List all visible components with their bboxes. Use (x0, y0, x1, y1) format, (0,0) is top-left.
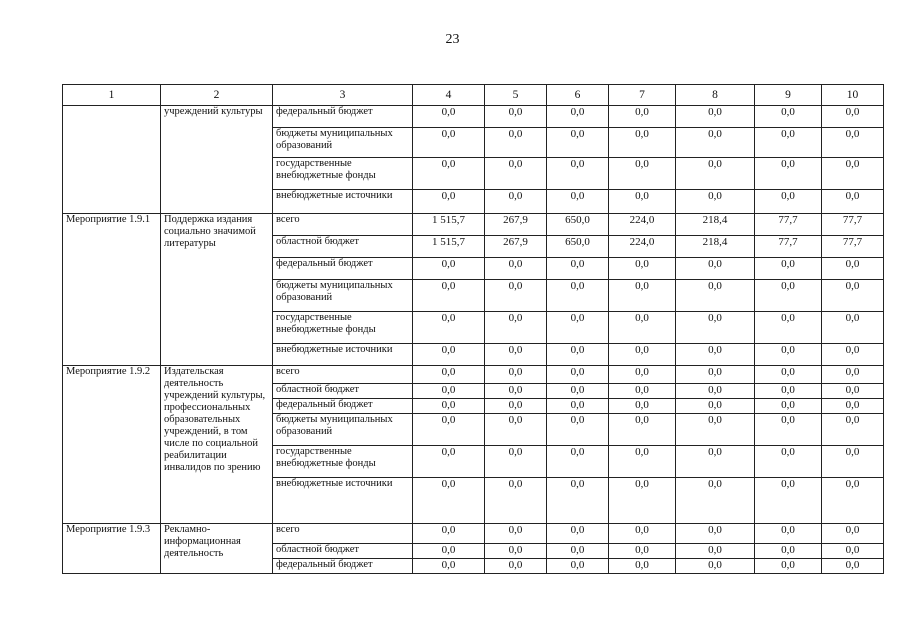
value-cell: 0,0 (609, 544, 676, 559)
value-cell: 1 515,7 (413, 214, 485, 236)
value-cell: 0,0 (676, 544, 755, 559)
value-cell: 0,0 (547, 544, 609, 559)
value-cell: 0,0 (485, 446, 547, 478)
value-cell: 0,0 (485, 544, 547, 559)
value-cell: 267,9 (485, 236, 547, 258)
value-cell: 0,0 (822, 399, 884, 414)
value-cell: 0,0 (676, 258, 755, 280)
value-cell: 0,0 (676, 344, 755, 366)
value-cell: 0,0 (609, 524, 676, 544)
column-header: 6 (547, 85, 609, 106)
funding-source-cell: бюджеты муниципальных образований (273, 128, 413, 158)
value-cell: 0,0 (822, 280, 884, 312)
value-cell: 0,0 (413, 344, 485, 366)
value-cell: 0,0 (609, 128, 676, 158)
value-cell: 0,0 (755, 414, 822, 446)
value-cell: 0,0 (413, 446, 485, 478)
value-cell: 0,0 (822, 544, 884, 559)
measure-name-cell: учреждений культуры (161, 106, 273, 214)
value-cell: 0,0 (755, 366, 822, 384)
value-cell: 0,0 (822, 384, 884, 399)
column-header: 3 (273, 85, 413, 106)
value-cell: 0,0 (485, 524, 547, 544)
value-cell: 0,0 (485, 366, 547, 384)
value-cell: 0,0 (755, 524, 822, 544)
value-cell: 0,0 (609, 399, 676, 414)
funding-source-cell: внебюджетные источники (273, 478, 413, 524)
value-cell: 0,0 (485, 478, 547, 524)
table-row (63, 366, 884, 384)
value-cell: 0,0 (413, 559, 485, 574)
value-cell: 0,0 (485, 384, 547, 399)
value-cell: 0,0 (547, 384, 609, 399)
funding-source-cell: бюджеты муниципальных образований (273, 280, 413, 312)
funding-source-cell: всего (273, 366, 413, 384)
value-cell: 0,0 (485, 414, 547, 446)
value-cell: 0,0 (547, 106, 609, 128)
value-cell: 0,0 (609, 258, 676, 280)
value-cell: 0,0 (547, 280, 609, 312)
value-cell: 0,0 (547, 399, 609, 414)
value-cell: 77,7 (755, 236, 822, 258)
value-cell: 0,0 (547, 414, 609, 446)
funding-source-cell: государственные внебюджетные фонды (273, 446, 413, 478)
value-cell: 0,0 (485, 312, 547, 344)
value-cell: 0,0 (609, 366, 676, 384)
value-cell: 0,0 (755, 544, 822, 559)
funding-source-cell: областной бюджет (273, 236, 413, 258)
value-cell: 0,0 (822, 106, 884, 128)
value-cell: 0,0 (485, 128, 547, 158)
value-cell: 0,0 (676, 280, 755, 312)
funding-source-cell: областной бюджет (273, 544, 413, 559)
value-cell: 0,0 (755, 258, 822, 280)
value-cell: 0,0 (609, 158, 676, 190)
value-cell: 0,0 (609, 414, 676, 446)
value-cell: 0,0 (547, 128, 609, 158)
value-cell: 0,0 (547, 366, 609, 384)
value-cell: 0,0 (755, 344, 822, 366)
value-cell: 224,0 (609, 214, 676, 236)
value-cell: 0,0 (413, 524, 485, 544)
value-cell: 0,0 (547, 446, 609, 478)
measure-id-cell: Мероприятие 1.9.1 (63, 214, 161, 366)
value-cell: 0,0 (547, 158, 609, 190)
value-cell: 0,0 (609, 344, 676, 366)
value-cell: 0,0 (485, 190, 547, 214)
value-cell: 0,0 (413, 414, 485, 446)
value-cell: 0,0 (755, 190, 822, 214)
funding-source-cell: областной бюджет (273, 384, 413, 399)
value-cell: 0,0 (413, 190, 485, 214)
value-cell: 0,0 (609, 446, 676, 478)
column-header: 9 (755, 85, 822, 106)
value-cell: 0,0 (822, 478, 884, 524)
value-cell: 0,0 (822, 312, 884, 344)
value-cell: 0,0 (822, 190, 884, 214)
funding-source-cell: государственные внебюджетные фонды (273, 312, 413, 344)
column-header: 10 (822, 85, 884, 106)
value-cell: 0,0 (822, 414, 884, 446)
funding-source-cell: внебюджетные источники (273, 190, 413, 214)
value-cell: 1 515,7 (413, 236, 485, 258)
value-cell: 0,0 (413, 106, 485, 128)
table-row (63, 214, 884, 236)
value-cell: 0,0 (547, 478, 609, 524)
value-cell: 0,0 (755, 280, 822, 312)
value-cell: 0,0 (547, 312, 609, 344)
funding-source-cell: всего (273, 524, 413, 544)
value-cell: 0,0 (609, 280, 676, 312)
measure-name-cell: Рекламно-информационная деятельность (161, 524, 273, 574)
value-cell: 267,9 (485, 214, 547, 236)
value-cell: 77,7 (755, 214, 822, 236)
value-cell: 0,0 (413, 399, 485, 414)
value-cell: 0,0 (676, 312, 755, 344)
value-cell: 0,0 (413, 158, 485, 190)
value-cell: 0,0 (822, 366, 884, 384)
value-cell: 0,0 (485, 106, 547, 128)
header-row (63, 85, 884, 106)
value-cell: 218,4 (676, 214, 755, 236)
value-cell: 0,0 (676, 399, 755, 414)
value-cell: 0,0 (755, 399, 822, 414)
value-cell: 0,0 (676, 446, 755, 478)
value-cell: 0,0 (485, 280, 547, 312)
value-cell: 0,0 (755, 106, 822, 128)
funding-source-cell: государственные внебюджетные фонды (273, 158, 413, 190)
value-cell: 0,0 (609, 106, 676, 128)
table-row (63, 524, 884, 544)
value-cell: 0,0 (676, 478, 755, 524)
column-header: 7 (609, 85, 676, 106)
value-cell: 0,0 (547, 559, 609, 574)
value-cell: 0,0 (676, 106, 755, 128)
value-cell: 0,0 (822, 524, 884, 544)
column-header: 5 (485, 85, 547, 106)
value-cell: 0,0 (822, 128, 884, 158)
value-cell: 0,0 (822, 158, 884, 190)
budget-table (62, 84, 884, 574)
value-cell: 0,0 (413, 544, 485, 559)
measure-name-cell: Поддержка издания социально значимой литературы (161, 214, 273, 366)
value-cell: 0,0 (413, 280, 485, 312)
funding-source-cell: федеральный бюджет (273, 399, 413, 414)
value-cell: 0,0 (676, 158, 755, 190)
column-header: 2 (161, 85, 273, 106)
value-cell: 0,0 (822, 258, 884, 280)
value-cell: 0,0 (676, 524, 755, 544)
measure-id-cell: Мероприятие 1.9.2 (63, 366, 161, 524)
value-cell: 224,0 (609, 236, 676, 258)
column-header: 4 (413, 85, 485, 106)
funding-source-cell: бюджеты муниципальных образований (273, 414, 413, 446)
value-cell: 0,0 (609, 478, 676, 524)
value-cell: 0,0 (676, 414, 755, 446)
value-cell: 650,0 (547, 214, 609, 236)
value-cell: 0,0 (413, 478, 485, 524)
value-cell: 0,0 (547, 344, 609, 366)
measure-name-cell: Издательская деятельность учреждений культуры, профессиональных образовательных учреждений, в том числе по социальной реабилитации инвалидов по зрению (161, 366, 273, 524)
value-cell: 0,0 (822, 446, 884, 478)
funding-source-cell: федеральный бюджет (273, 258, 413, 280)
value-cell: 0,0 (676, 366, 755, 384)
value-cell: 0,0 (485, 258, 547, 280)
value-cell: 0,0 (676, 190, 755, 214)
value-cell: 0,0 (676, 559, 755, 574)
value-cell: 0,0 (413, 366, 485, 384)
value-cell: 0,0 (413, 128, 485, 158)
value-cell: 0,0 (755, 446, 822, 478)
funding-source-cell: федеральный бюджет (273, 106, 413, 128)
value-cell: 0,0 (755, 128, 822, 158)
table-row (63, 106, 884, 128)
funding-source-cell: всего (273, 214, 413, 236)
value-cell: 0,0 (609, 559, 676, 574)
funding-source-cell: федеральный бюджет (273, 559, 413, 574)
table-body (63, 106, 884, 574)
value-cell: 0,0 (755, 312, 822, 344)
value-cell: 0,0 (485, 399, 547, 414)
column-header: 8 (676, 85, 755, 106)
page-number: 23 (445, 32, 460, 47)
value-cell: 0,0 (822, 344, 884, 366)
value-cell: 77,7 (822, 214, 884, 236)
value-cell: 0,0 (755, 158, 822, 190)
value-cell: 0,0 (413, 312, 485, 344)
value-cell: 0,0 (609, 384, 676, 399)
value-cell: 0,0 (413, 384, 485, 399)
value-cell: 0,0 (413, 258, 485, 280)
value-cell: 0,0 (676, 384, 755, 399)
value-cell: 0,0 (755, 478, 822, 524)
value-cell: 0,0 (547, 258, 609, 280)
value-cell: 0,0 (485, 344, 547, 366)
value-cell: 77,7 (822, 236, 884, 258)
value-cell: 0,0 (755, 559, 822, 574)
value-cell: 0,0 (609, 312, 676, 344)
funding-source-cell: внебюджетные источники (273, 344, 413, 366)
value-cell: 0,0 (822, 559, 884, 574)
value-cell: 0,0 (485, 559, 547, 574)
measure-id-cell: Мероприятие 1.9.3 (63, 524, 161, 574)
measure-id-cell (63, 106, 161, 214)
value-cell: 650,0 (547, 236, 609, 258)
value-cell: 0,0 (755, 384, 822, 399)
value-cell: 0,0 (485, 158, 547, 190)
value-cell: 218,4 (676, 236, 755, 258)
column-header: 1 (63, 85, 161, 106)
value-cell: 0,0 (547, 524, 609, 544)
value-cell: 0,0 (609, 190, 676, 214)
value-cell: 0,0 (547, 190, 609, 214)
value-cell: 0,0 (676, 128, 755, 158)
